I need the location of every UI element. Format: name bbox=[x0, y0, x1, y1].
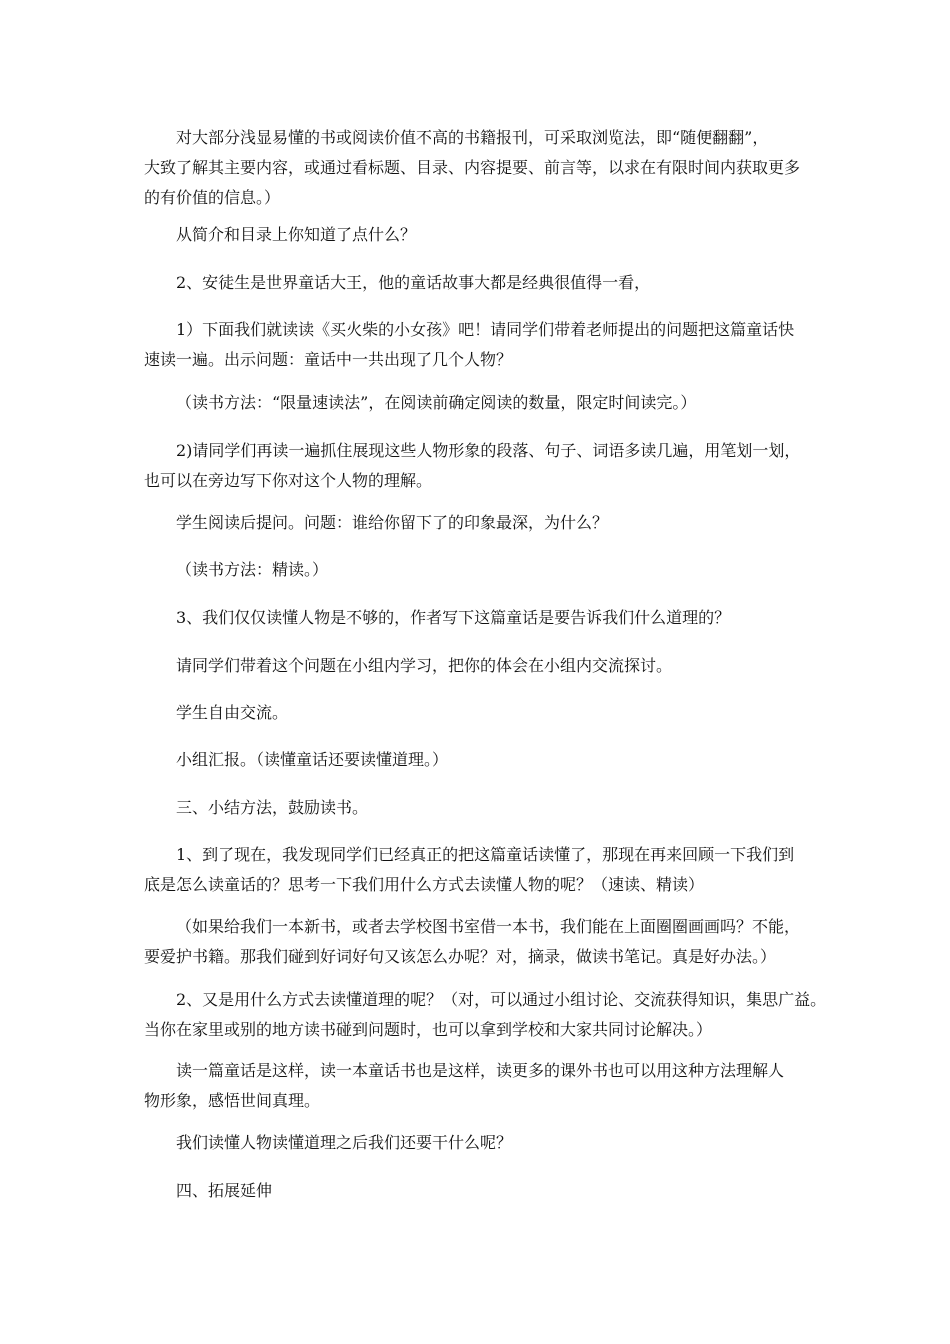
text-line: 2)请同学们再读一遍抓住展现这些人物形象的段落、句子、词语多读几遍，用笔划一划， bbox=[176, 441, 801, 460]
text-line: 速读一遍。出示问题：童话中一共出现了几个人物？ bbox=[144, 350, 513, 369]
paragraph-protect-books bbox=[144, 912, 816, 972]
text-line: 学生阅读后提问。问题：谁给你留下了的印象最深，为什么？ bbox=[176, 513, 609, 532]
section-heading-summary bbox=[144, 793, 816, 823]
text-line: 物形象，感悟世间真理。 bbox=[144, 1091, 321, 1110]
paragraph-student-question bbox=[144, 508, 816, 538]
paragraph-andersen bbox=[144, 268, 816, 298]
text-line: 的有价值的信息。） bbox=[144, 188, 281, 207]
text-line: 2、安徒生是世界童话大王，他的童话故事大都是经典很值得一看， bbox=[176, 273, 651, 292]
text-line: 也可以在旁边写下你对这个人物的理解。 bbox=[144, 471, 433, 490]
text-line: （读书方法：精读。） bbox=[176, 560, 329, 579]
text-line: （如果给我们一本新书，或者去学校图书室借一本书，我们能在上面圈圈画画吗？不能， bbox=[176, 917, 801, 936]
text-line: 底是怎么读童话的？思考一下我们用什么方式去读懂人物的呢？（速读、精读） bbox=[144, 875, 705, 894]
paragraph-review bbox=[144, 840, 816, 900]
text-line: 对大部分浅显易懂的书或阅读价值不高的书籍报刊，可采取浏览法，即“随便翻翻”， bbox=[176, 128, 769, 147]
text-line: 要爱护书籍。那我们碰到好词好句又该怎么办呢？对，摘录，做读书笔记。真是好办法。） bbox=[144, 947, 777, 966]
section-heading-extension bbox=[144, 1176, 816, 1206]
text-line: 3、我们仅仅读懂人物是不够的，作者写下这篇童话是要告诉我们什么道理的？ bbox=[176, 608, 731, 627]
text-line: 请同学们带着这个问题在小组内学习，把你的体会在小组内交流探讨。 bbox=[176, 656, 673, 675]
paragraph-free-exchange bbox=[144, 698, 816, 728]
text-line: 2、又是用什么方式去读懂道理的呢？（对，可以通过小组讨论、交流获得知识，集思广益。 bbox=[176, 990, 827, 1009]
text-line: 三、小结方法，鼓励读书。 bbox=[176, 798, 369, 817]
paragraph-read-story bbox=[144, 315, 816, 375]
paragraph-browsing-method bbox=[144, 123, 816, 213]
paragraph-read-more bbox=[144, 1056, 816, 1116]
text-line: 从简介和目录上你知道了点什么？ bbox=[176, 225, 417, 244]
text-line: 学生自由交流。 bbox=[176, 703, 289, 722]
text-line: 大致了解其主要内容，或通过看标题、目录、内容提要、前言等，以求在有限时间内获取更多 bbox=[144, 158, 801, 177]
text-line: 当你在家里或别的地方读书碰到问题时，也可以拿到学校和大家共同讨论解决。） bbox=[144, 1020, 713, 1039]
paragraph-intro-question bbox=[144, 220, 816, 250]
paragraph-group-report bbox=[144, 745, 816, 775]
paragraph-speed-reading bbox=[144, 388, 816, 418]
text-line: 我们读懂人物读懂道理之后我们还要干什么呢？ bbox=[176, 1133, 513, 1152]
text-line: （读书方法：“限量速读法”，在阅读前确定阅读的数量，限定时间读完。） bbox=[176, 393, 697, 412]
text-line: 1、到了现在，我发现同学们已经真正的把这篇童话读懂了，那现在再来回顾一下我们到 bbox=[176, 845, 795, 864]
paragraph-next-step bbox=[144, 1128, 816, 1158]
text-line: 四、拓展延伸 bbox=[176, 1181, 273, 1200]
text-line: 1）下面我们就读读《买火柴的小女孩》吧！请同学们带着老师提出的问题把这篇童话快 bbox=[176, 320, 795, 339]
paragraph-group-study bbox=[144, 651, 816, 681]
text-line: 小组汇报。（读懂童话还要读懂道理。） bbox=[176, 750, 449, 769]
text-line: 读一篇童话是这样，读一本童话书也是这样，读更多的课外书也可以用这种方法理解人 bbox=[176, 1061, 785, 1080]
paragraph-understand-meaning bbox=[144, 603, 816, 633]
paragraph-discussion-method bbox=[144, 985, 827, 1045]
paragraph-close-reading bbox=[144, 555, 816, 585]
paragraph-reread bbox=[144, 436, 816, 496]
